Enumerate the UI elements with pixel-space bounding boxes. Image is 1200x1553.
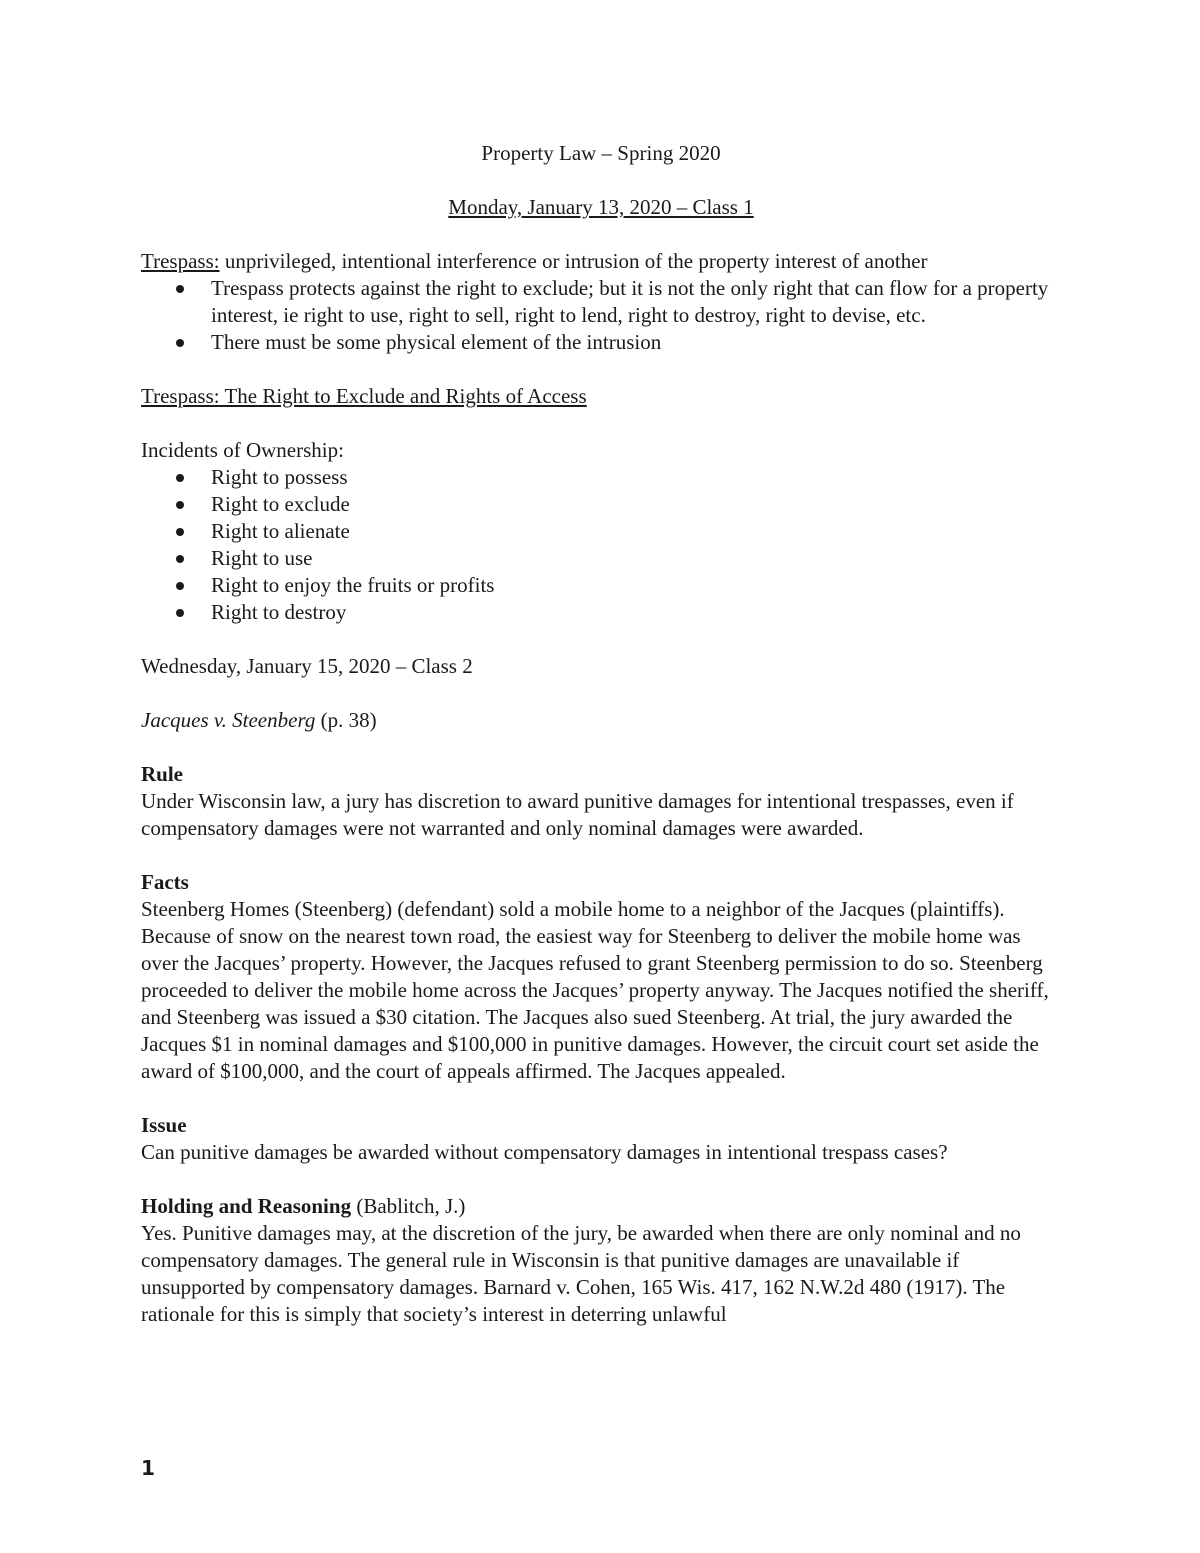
holding-text: Yes. Punitive damages may, at the discretion of the jury, be awarded when there are only nominal and no compensatory damages. The general rule in Wisconsin is that punitive damages are unavailable if unsupported by compensatory damages. Barnard v. Cohen, 165 Wis. 417, 162 N.W.2d 480 (1917). The rationale for this is simply that society’s interest in deterring unlawful [141, 1221, 1021, 1326]
document-page [141, 140, 1061, 1328]
page-number: 1 [141, 1456, 155, 1480]
facts-text: Steenberg Homes (Steenberg) (defendant) sold a mobile home to a neighbor of the Jacques (plaintiffs). Because of snow on the nearest town road, the easiest way for Steenberg to deliver the mobile home was over the Jacques’ property. However, the Jacques refused to grant Steenberg permission to do so. Steenberg proceeded to deliver the mobile home across the Jacques’ property anyway. The Jacques notified the sheriff, and Steenberg was issued a $30 citation. The Jacques also sued Steenberg. At trial, the jury awarded the Jacques $1 in nominal damages and $100,000 in punitive damages. However, the circuit court set aside the award of $100,000, and the court of appeals affirmed. The Jacques appealed. [141, 897, 1049, 1083]
rule-text: Under Wisconsin law, a jury has discretion to award punitive damages for intentional trespasses, even if compensatory damages were not warranted and only nominal damages were awarded. [141, 789, 1014, 840]
case-page: (p. 38) [315, 708, 377, 732]
issue-heading: Issue [141, 1113, 187, 1137]
incidents-label: Incidents of Ownership: [141, 438, 344, 462]
section-heading: Trespass: The Right to Exclude and Rights of Access [141, 384, 587, 408]
list-item: Right to alienate [211, 518, 1061, 545]
holding-judge: (Bablitch, J.) [351, 1194, 466, 1218]
class1-heading: Monday, January 13, 2020 – Class 1 [448, 195, 754, 219]
list-item: Right to enjoy the fruits or profits [211, 572, 1061, 599]
holding-heading: Holding and Reasoning [141, 1194, 352, 1218]
list-item: There must be some physical element of the intrusion [211, 329, 1061, 356]
list-item: Right to exclude [211, 491, 1061, 518]
trespass-definition: unprivileged, intentional interference or intrusion of the property interest of another [219, 249, 928, 273]
document-title: Property Law – Spring 2020 [481, 141, 721, 165]
facts-heading: Facts [141, 870, 189, 894]
class1-heading-line [141, 194, 1061, 221]
list-item: Trespass protects against the right to exclude; but it is not the only right that can flow for a property interest, ie right to use, right to sell, right to lend, right to destroy, right to devise, etc. [211, 275, 1061, 329]
list-item: Right to possess [211, 464, 1061, 491]
trespass-bullet-list [141, 275, 1061, 356]
list-item: Right to destroy [211, 599, 1061, 626]
trespass-definition-line [141, 248, 1061, 275]
section-heading-line [141, 383, 1061, 410]
issue-text: Can punitive damages be awarded without compensatory damages in intentional trespass cases? [141, 1140, 948, 1164]
incidents-list [141, 464, 1061, 626]
case-citation [141, 707, 1061, 734]
case-name: Jacques v. Steenberg [141, 708, 316, 732]
holding-heading-line [141, 1193, 1061, 1220]
rule-heading: Rule [141, 762, 183, 786]
trespass-term: Trespass: [141, 249, 220, 273]
class2-heading: Wednesday, January 15, 2020 – Class 2 [141, 654, 473, 678]
list-item: Right to use [211, 545, 1061, 572]
